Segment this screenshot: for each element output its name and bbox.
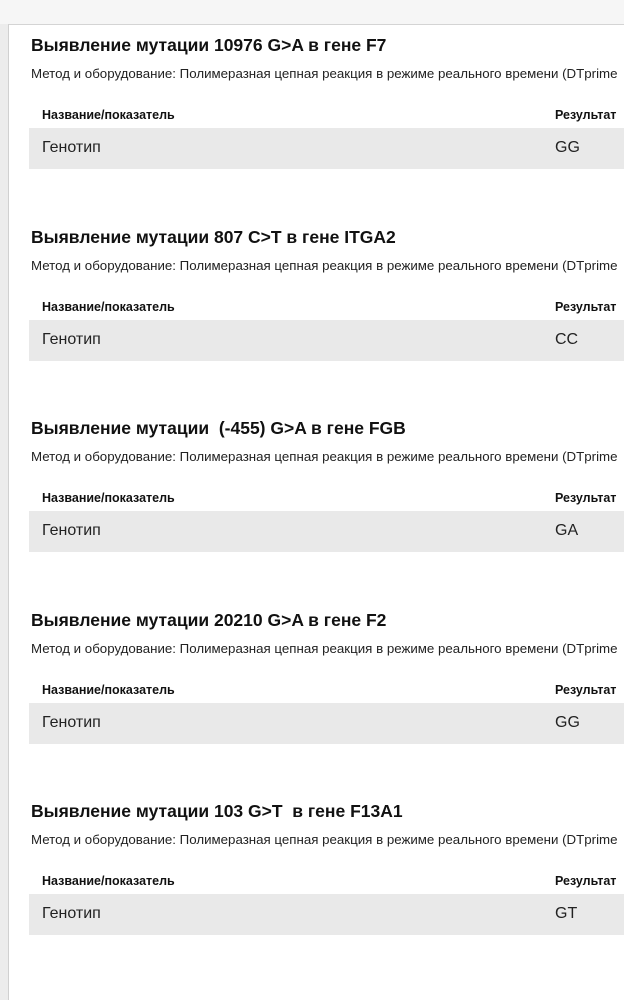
column-header-name: Название/показатель [42, 491, 175, 505]
method-description: Метод и оборудование: Полимеразная цепная реакция в режиме реального времени (DTprime [31, 258, 618, 273]
column-header-result: Результат [555, 491, 617, 505]
table-row [29, 320, 624, 361]
section-title: Выявление мутации 103 G>T в гене F13A1 [31, 801, 403, 821]
result-section-f13a1 [0, 790, 624, 950]
column-header-name: Название/показатель [42, 683, 175, 697]
method-description: Метод и оборудование: Полимеразная цепная реакция в режиме реального времени (DTprime [31, 449, 618, 464]
method-description: Метод и оборудование: Полимеразная цепная реакция в режиме реального времени (DTprime [31, 66, 618, 81]
section-title: Выявление мутации (-455) G>A в гене FGB [31, 418, 406, 438]
column-header-name: Название/показатель [42, 874, 175, 888]
row-result: GG [555, 714, 580, 731]
result-section-itga2 [0, 216, 624, 376]
result-section-f7 [0, 24, 624, 184]
row-label: Генотип [42, 905, 101, 922]
row-label: Генотип [42, 331, 101, 348]
column-header-name: Название/показатель [42, 108, 175, 122]
method-description: Метод и оборудование: Полимеразная цепная реакция в режиме реального времени (DTprime [31, 832, 618, 847]
row-result: GA [555, 522, 579, 539]
row-result: CC [555, 331, 579, 348]
row-result: GG [555, 139, 580, 156]
result-section-f2 [0, 599, 624, 759]
section-title: Выявление мутации 807 C>T в гене ITGA2 [31, 227, 396, 247]
section-title: Выявление мутации 20210 G>A в гене F2 [31, 610, 387, 630]
column-header-result: Результат [555, 683, 617, 697]
column-header-name: Название/показатель [42, 300, 175, 314]
column-header-result: Результат [555, 300, 617, 314]
table-row [29, 511, 624, 552]
table-row [29, 894, 624, 935]
method-description: Метод и оборудование: Полимеразная цепная реакция в режиме реального времени (DTprime [31, 641, 618, 656]
section-title: Выявление мутации 10976 G>A в гене F7 [31, 35, 387, 55]
column-header-result: Результат [555, 874, 617, 888]
column-header-result: Результат [555, 108, 617, 122]
result-section-fgb [0, 407, 624, 567]
table-row [29, 128, 624, 169]
row-label: Генотип [42, 714, 101, 731]
table-row [29, 703, 624, 744]
row-result: GT [555, 905, 578, 922]
row-label: Генотип [42, 522, 101, 539]
row-label: Генотип [42, 139, 101, 156]
